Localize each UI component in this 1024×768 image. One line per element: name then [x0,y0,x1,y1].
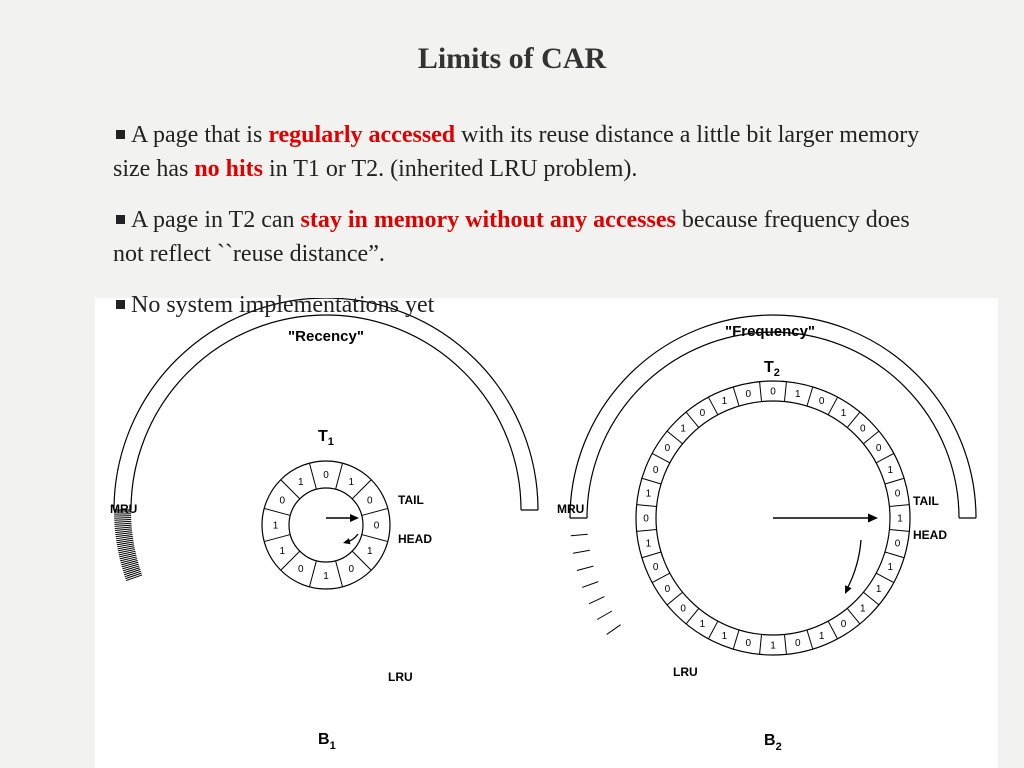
frequency-clock-bit: 1 [860,603,866,615]
t1-tail-label: TAIL [398,493,424,507]
frequency-clock-bit: 0 [860,423,866,435]
frequency-clock-bit: 1 [645,488,652,500]
frequency-clock-divider [652,453,670,462]
frequency-clock-bit: 1 [897,513,903,525]
frequency-clock-bit: 1 [721,396,728,408]
recency-clock-divider [336,463,343,489]
recency-clock-bit: 0 [323,470,329,481]
recency-clock-divider [362,508,388,515]
recency-clock-divider [309,463,316,489]
frequency-clock-divider [876,453,894,462]
bullet-item-1 [113,118,943,186]
t2-head-label: HEAD [913,528,948,542]
frequency-clock-bit: 0 [652,562,659,574]
bullet-square-icon [116,215,125,224]
frequency-clock-bit: 0 [699,407,706,419]
recency-history-cell [120,555,137,559]
frequency-clock-divider [686,608,699,623]
frequency-clock-divider [686,412,699,427]
frequency-clock-bit: 1 [887,464,894,476]
recency-clock-bit: 0 [373,520,380,532]
frequency-clock-divider [652,573,670,582]
recency-clock-bit: 0 [348,564,355,576]
frequency-clock-divider [642,552,661,558]
frequency-clock-divider [637,529,657,531]
frequency-clock-divider [847,412,860,427]
frequency-clock-bit: 0 [680,603,686,615]
t2-label: $T_2$ [764,359,780,379]
recency-history-cell [119,553,136,557]
recency-rotation-arrowhead [343,538,351,544]
recency-heading: "Recency" [288,328,364,345]
recency-clock-bit: 0 [279,495,286,507]
frequency-clock-bit: 0 [875,442,882,454]
recency-clock-bit: 1 [323,571,329,582]
frequency-clock-bit: 0 [794,638,801,650]
frequency-clock-divider [885,478,904,484]
frequency-clock-bit: 0 [818,396,825,408]
t1-label: $T_1$ [318,428,334,448]
recency-history-cell [120,557,137,561]
frequency-clock-divider [876,573,894,582]
recency-history-cell [115,533,132,535]
recency-clock-divider [264,508,290,515]
frequency-clock-bit: 0 [840,619,847,631]
frequency-clock-bit: 0 [894,488,901,500]
bullet-text: in T1 or T2. (inherited LRU problem). [263,156,638,182]
frequency-history-cell [582,582,598,588]
b1-lru-label: LRU [388,670,413,684]
frequency-clock-divider [637,505,657,507]
recency-clock-divider [336,561,343,587]
bullet-square-icon [116,130,125,139]
bullet-list [113,118,943,288]
recency-history-cell [114,523,131,524]
t2-tail-label: TAIL [913,494,939,508]
frequency-history-outer [570,315,976,518]
frequency-clock-divider [642,478,661,484]
bullet-text: No system implementations yet [131,292,435,318]
recency-clock-inner [289,488,363,562]
recency-clock-bit: 1 [366,545,373,557]
car-diagram-figure [95,298,998,768]
bullet-text: with its reuse distance a little bit larger memory size has [113,122,920,182]
b2-mru-label: MRU [557,502,585,516]
frequency-heading: "Frequency" [724,323,816,340]
frequency-clock-bit: 1 [699,619,706,631]
car-diagram-svg [95,298,998,768]
frequency-history-cell [571,534,588,535]
frequency-clock-bit: 0 [643,513,649,525]
frequency-clock-divider [733,630,739,649]
frequency-history-cell [597,611,612,620]
highlight-text: no hits [194,156,264,182]
bullet-item-3 [113,288,434,322]
frequency-clock-bit: 0 [770,386,776,398]
recency-history-cell [114,521,131,522]
bullet-item-2 [113,203,943,271]
frequency-clock-divider [733,387,739,406]
frequency-clock-divider [828,621,837,639]
recency-clock-divider [362,535,388,542]
frequency-history-cell [607,625,621,635]
t1-head-label: HEAD [398,532,433,546]
frequency-clock-bit: 0 [664,584,671,596]
frequency-clock-divider [889,529,909,531]
frequency-clock-divider [708,397,717,415]
frequency-clock-bit: 1 [794,388,801,400]
bullet-square-icon [116,300,125,309]
recency-clock-divider [264,535,290,542]
recency-clock-bit: 1 [348,476,355,488]
frequency-rotation-arrow [847,540,861,589]
frequency-clock-bit: 1 [887,562,894,574]
frequency-clock-divider [847,608,860,623]
recency-clock-divider [309,561,316,587]
recency-history-cell [115,525,132,526]
highlight-text: regularly accessed [268,122,456,148]
frequency-clock-divider [863,431,878,444]
b2-label: $B_2$ [764,732,782,753]
highlight-text: stay in memory without any accesses [300,207,676,233]
frequency-clock-divider [885,552,904,558]
recency-clock-bit: 0 [297,564,304,576]
frequency-clock-bit: 1 [875,584,882,596]
frequency-history-cell [573,550,590,553]
recency-clock-bit: 1 [279,545,286,557]
frequency-clock-bit: 1 [840,407,847,419]
frequency-diagram [557,315,976,753]
frequency-clock-bit: 0 [745,638,752,650]
b1-label: $B_1$ [318,731,336,752]
recency-hand-arrowhead [350,514,359,522]
recency-clock-bit: 0 [366,495,373,507]
frequency-clock-bit: 0 [652,464,659,476]
frequency-history-cell [577,566,593,570]
b2-lru-label: LRU [673,665,698,679]
recency-diagram [110,298,538,752]
frequency-clock-divider [760,634,762,654]
frequency-clock-divider [784,382,786,402]
frequency-history-cell [589,597,604,604]
recency-clock-bit: 1 [272,520,279,532]
b1-mru-label: MRU [110,502,138,516]
frequency-clock-bit: 1 [645,538,652,550]
recency-history-cell [115,527,132,528]
frequency-clock-bit: 0 [894,538,901,550]
frequency-clock-divider [784,634,786,654]
frequency-clock-divider [828,397,837,415]
bullet-text: A page in T2 can [131,207,301,233]
frequency-clock-bit: 1 [680,423,686,435]
frequency-clock-bit: 0 [745,388,752,400]
frequency-clock-bit: 0 [664,442,671,454]
slide-title: Limits of CAR [417,42,607,75]
bullet-text: A page that is [131,122,269,148]
frequency-clock-divider [807,387,813,406]
frequency-clock-divider [760,382,762,402]
recency-history-cell [114,518,131,519]
frequency-clock-bit: 1 [770,640,776,652]
recency-clock-bit: 1 [297,476,304,488]
bullet-text: because frequency does not reflect ``reuse distance”. [113,207,910,267]
frequency-clock-divider [708,621,717,639]
frequency-hand-arrowhead [868,514,878,523]
frequency-clock-divider [889,505,909,507]
frequency-clock-bit: 1 [818,630,825,642]
frequency-clock-divider [807,630,813,649]
recency-history-cell [115,529,132,531]
recency-history-cell [114,519,131,520]
frequency-clock-bit: 1 [721,630,728,642]
recency-history-cell [115,531,132,533]
